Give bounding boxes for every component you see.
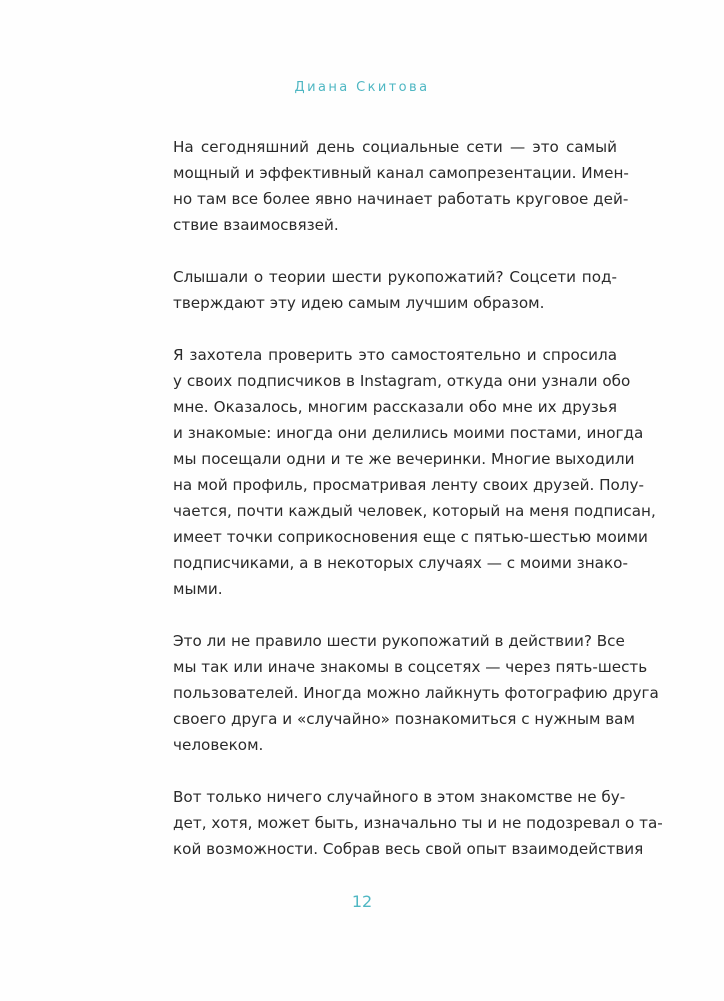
text-line: ствие взаимосвязей. — [173, 216, 339, 234]
text-line: Вот только ничего случайного в этом знакомстве не бу- — [173, 788, 626, 806]
text-line: пользователей. Иногда можно лайкнуть фотографию друга — [173, 684, 659, 702]
text-line: мы посещали одни и те же вечеринки. Многие выходили — [173, 450, 635, 468]
text-line: и знакомые: иногда они делились моими постами, иногда — [173, 424, 644, 442]
paragraph-2 — [173, 264, 617, 316]
paragraph-5 — [173, 784, 663, 862]
text-line: Это ли не правило шести рукопожатий в действии? Все — [173, 632, 625, 650]
text-line: мы так или иначе знакомы в соцсетях — через пять-шесть — [173, 658, 648, 676]
paragraph-4 — [173, 628, 659, 758]
text-line: мне. Оказалось, многим рассказали обо мне их друзья — [173, 398, 617, 416]
text-line: у своих подписчиков в Instagram, откуда они узнали обо — [173, 372, 631, 390]
paragraph-1 — [173, 134, 629, 238]
text-line: На сегодняшний день социальные сети — это самый — [173, 138, 617, 156]
text-line: своего друга и «случайно» познакомиться с нужным вам — [173, 710, 635, 728]
text-line: Слышали о теории шести рукопожатий? Соцсети под- — [173, 268, 617, 286]
text-line: чается, почти каждый человек, который на меня подписан, — [173, 502, 656, 520]
text-line: подписчиками, а в некоторых случаях — с моими знако- — [173, 554, 628, 572]
text-line: человеком. — [173, 736, 264, 754]
text-line: на мой профиль, просматривая ленту своих друзей. Полу- — [173, 476, 644, 494]
text-line: но там все более явно начинает работать круговое дей- — [173, 190, 629, 208]
page-number: 12 — [351, 892, 373, 911]
text-line: имеет точки соприкосновения еще с пятью-шестью моими — [173, 528, 648, 546]
running-head-author: Диана Скитова — [294, 80, 430, 95]
text-line: мощный и эффективный канал самопрезентации. Имен- — [173, 164, 629, 182]
paragraph-3 — [173, 342, 656, 602]
text-line: Я захотела проверить это самостоятельно и спросила — [173, 346, 617, 364]
text-line: мыми. — [173, 580, 223, 598]
text-line: дет, хотя, может быть, изначально ты и не подозревал о та- — [173, 814, 663, 832]
body-text — [173, 134, 663, 888]
text-line: кой возможности. Собрав весь свой опыт взаимодействия — [173, 840, 644, 858]
text-line: тверждают эту идею самым лучшим образом. — [173, 294, 545, 312]
